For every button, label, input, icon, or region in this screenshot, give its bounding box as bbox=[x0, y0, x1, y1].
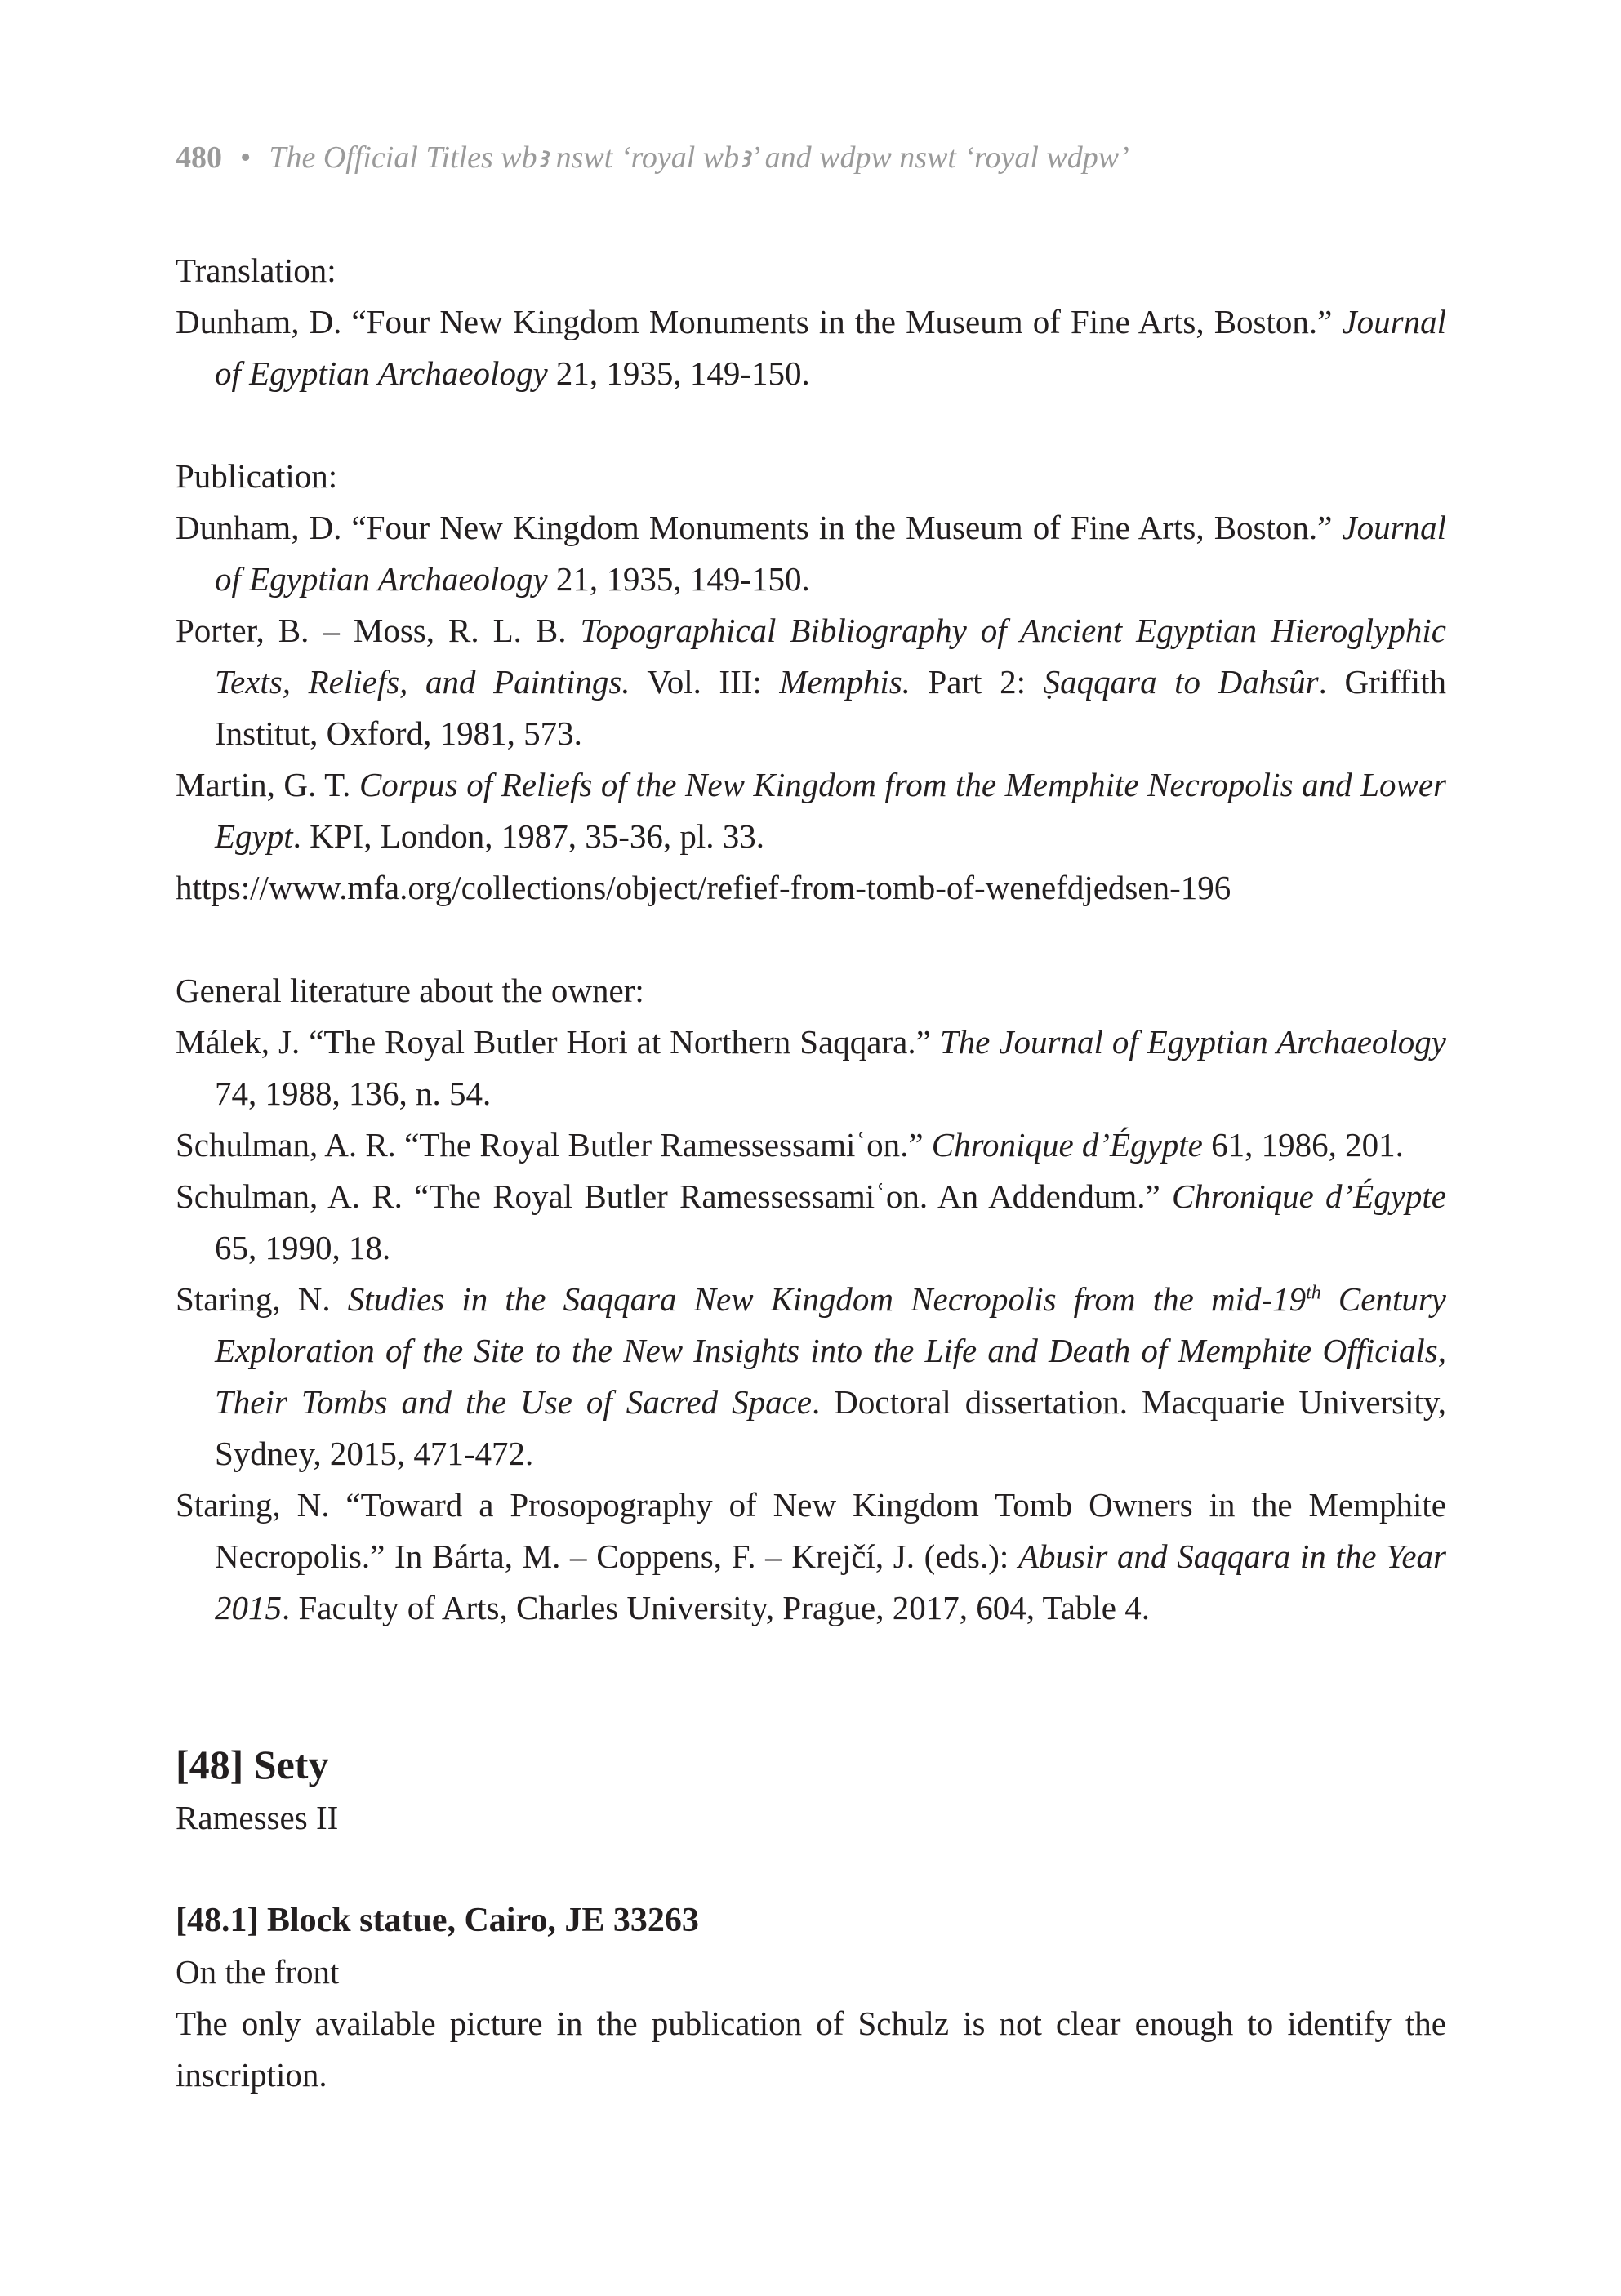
ref-text: . Faculty of Arts, Charles University, Prague, 2017, 604, Table 4. bbox=[282, 1589, 1150, 1626]
literature-label: General literature about the owner: bbox=[176, 972, 644, 1009]
translation-label: Translation: bbox=[176, 251, 336, 289]
ref-text: Martin, G. T. bbox=[176, 766, 359, 803]
entry-reign: Ramesses II bbox=[176, 1799, 339, 1836]
entry-heading: [48] Sety bbox=[176, 1742, 329, 1787]
ref-text: Part 2: bbox=[910, 663, 1044, 701]
translation-ref bbox=[176, 296, 1446, 399]
publication-ref bbox=[176, 605, 1446, 759]
ref-text: 74, 1988, 136, n. 54. bbox=[215, 1075, 492, 1112]
ref-text: . KPI, London, 1987, 35-36, pl. 33. bbox=[292, 817, 765, 855]
running-head-title: The Official Titles wbꜣ nswt ‘royal wbꜣ’ and wdpw nswt ‘royal wdpw’ bbox=[269, 140, 1129, 175]
ref-text: Staring, N. “Toward a Prosopography of New Kingdom Tomb Owners in the Memphite Necropolis.” In Bárta, M. – Coppens, F. – Krejčí, J. (eds.): bbox=[176, 1486, 1446, 1575]
ref-text: Schulman, A. R. “The Royal Butler Ramessessamiʿon.” bbox=[176, 1126, 932, 1164]
ref-book-title: Abusir and Saqqara in the Year 2015 bbox=[215, 1537, 1446, 1626]
running-head-bullet: • bbox=[240, 140, 252, 175]
ref-text: . Griffith Institut, Oxford, 1981, 573. bbox=[215, 663, 1446, 752]
ref-text: . Doctoral dissertation. Macquarie University, Sydney, 2015, 471-472. bbox=[215, 1383, 1446, 1472]
ref-text: Dunham, D. “Four New Kingdom Monuments in the Museum of Fine Arts, Boston.” bbox=[176, 509, 1343, 546]
entry-subheading: [48.1] Block statue, Cairo, JE 33263 bbox=[176, 1902, 699, 1939]
running-head bbox=[176, 139, 1129, 176]
ref-thesis-title: Century Exploration of the Site to the New Insights into the Life and Death of Memphite Officials, Their Tombs and the Use of Sacred Space bbox=[215, 1280, 1446, 1421]
ref-journal: Journal of Egyptian Archaeology bbox=[215, 509, 1446, 598]
page-number: 480 bbox=[176, 140, 222, 175]
ref-journal: The Journal of Egyptian Archaeology bbox=[939, 1023, 1446, 1061]
ref-journal: Chronique d’Égypte bbox=[931, 1126, 1203, 1164]
ref-book-title: Topographical Bibliography of Ancient Egyptian Hieroglyphic Texts, Reliefs, and Paintings. bbox=[215, 612, 1446, 701]
literature-ref bbox=[176, 1119, 1446, 1171]
ref-volume-title: Memphis. bbox=[779, 663, 911, 701]
entry-note: The only available picture in the publication of Schulz is not clear enough to identify the inscription. bbox=[176, 2005, 1446, 2094]
ref-text: Málek, J. “The Royal Butler Hori at Northern Saqqara.” bbox=[176, 1023, 940, 1061]
ref-text: Schulman, A. R. “The Royal Butler Ramessessamiʿon. An Addendum.” bbox=[176, 1177, 1172, 1215]
ref-text: Dunham, D. “Four New Kingdom Monuments in the Museum of Fine Arts, Boston.” bbox=[176, 303, 1343, 340]
literature-ref bbox=[176, 1479, 1446, 1634]
ref-superscript: th bbox=[1306, 1282, 1321, 1304]
ref-thesis-title: Studies in the Saqqara New Kingdom Necropolis from the mid-19 bbox=[347, 1280, 1307, 1318]
literature-ref bbox=[176, 1274, 1446, 1479]
ref-text: 21, 1935, 149-150. bbox=[547, 560, 810, 598]
body-text bbox=[176, 245, 1446, 2101]
ref-text: Porter, B. – Moss, R. L. B. bbox=[176, 612, 581, 649]
literature-ref bbox=[176, 1017, 1446, 1119]
ref-text: Staring, N. bbox=[176, 1280, 348, 1318]
ref-url[interactable]: https://www.mfa.org/collections/object/refief-from-tomb-of-wenefdjedsen-196 bbox=[176, 869, 1231, 906]
ref-part-title: Ṣaqqara to Dahsûr bbox=[1043, 663, 1319, 701]
literature-ref bbox=[176, 1171, 1446, 1274]
entry-location: On the front bbox=[176, 1953, 340, 1991]
publication-ref bbox=[176, 759, 1446, 862]
ref-book-title: Corpus of Reliefs of the New Kingdom from the Memphite Necropolis and Lower Egypt bbox=[215, 766, 1446, 855]
publication-url[interactable] bbox=[176, 862, 1446, 914]
ref-journal: Journal of Egyptian Archaeology bbox=[215, 303, 1446, 392]
ref-text: 65, 1990, 18. bbox=[215, 1229, 391, 1266]
ref-text: Vol. III: bbox=[630, 663, 780, 701]
ref-text: 21, 1935, 149-150. bbox=[547, 354, 810, 392]
publication-ref bbox=[176, 502, 1446, 605]
publication-label: Publication: bbox=[176, 457, 338, 495]
ref-journal: Chronique d’Égypte bbox=[1171, 1177, 1447, 1215]
ref-text: 61, 1986, 201. bbox=[1202, 1126, 1404, 1164]
